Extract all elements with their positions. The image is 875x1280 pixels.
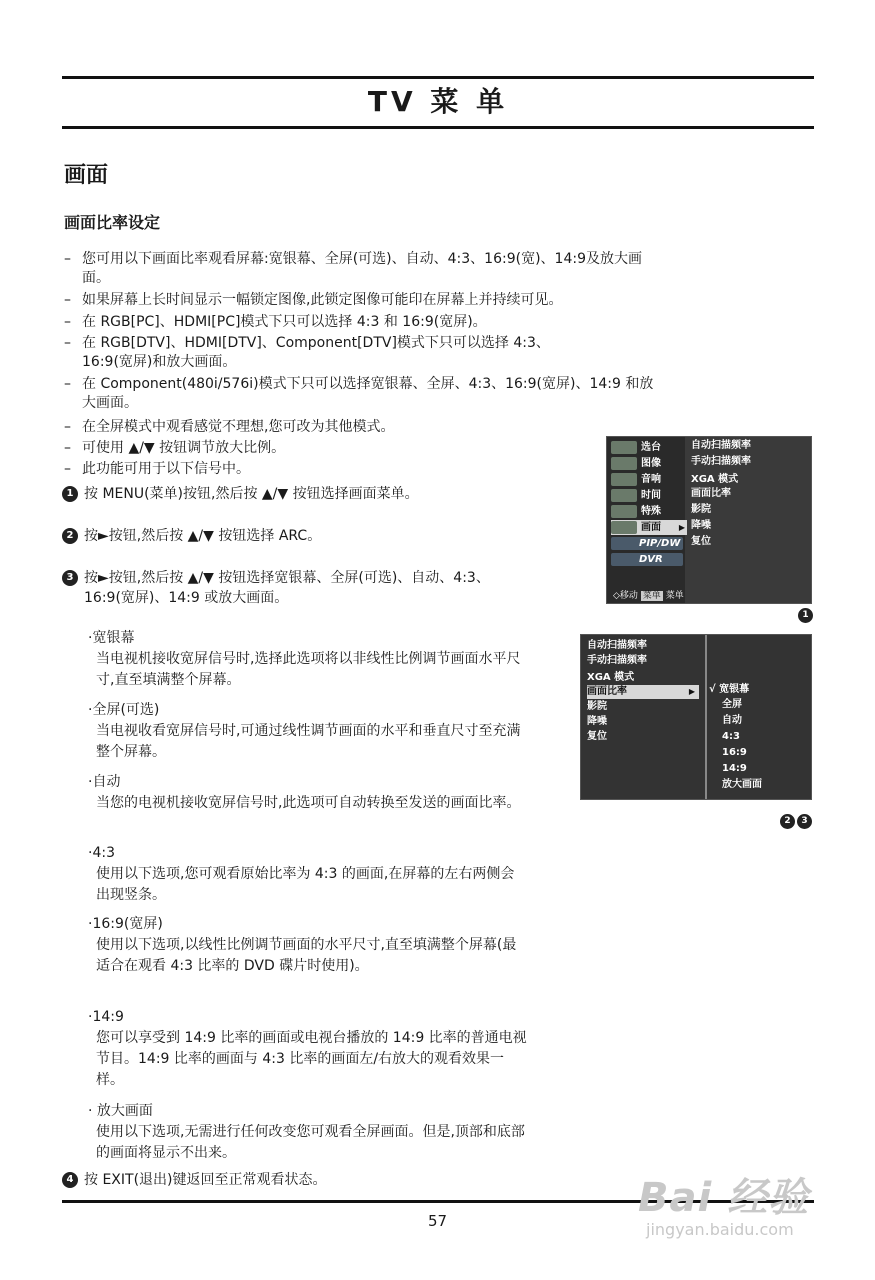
menu2-option: 放大画面 (722, 779, 762, 790)
menu1-right-item: 影院 (691, 504, 711, 515)
menu2-item-aspect-ratio: 画面比率 ▶ (587, 685, 699, 699)
tv-main-menu-screenshot (606, 436, 812, 604)
sound-icon (611, 473, 637, 486)
menu2-option: 4:3 (722, 731, 740, 742)
menu1-item-channel: 选台 (611, 440, 687, 455)
figure-badge-2: 2 (780, 814, 795, 829)
menu-key-badge: 菜单 (642, 591, 661, 601)
menu1-right-item: 降噪 (691, 520, 711, 531)
picture-icon (611, 457, 637, 470)
menu2-item: 降噪 (587, 716, 607, 727)
bullet-item: – 此功能可用于以下信号中。 (64, 461, 250, 477)
step-number-badge: 4 (62, 1172, 78, 1188)
step-4: 4 按 EXIT(退出)键返回至正常观看状态。 (62, 1170, 532, 1190)
menu2-item: 影院 (587, 701, 607, 712)
option-widescreen: ·宽银幕 当电视机接收宽屏信号时,选择此选项将以非线性比例调节画面水平尺寸,直至填满整个屏幕。 (88, 630, 521, 688)
menu1-item-picture: 图像 (611, 456, 687, 471)
clock-icon (611, 489, 637, 502)
figure-badge-1: 1 (798, 608, 813, 623)
channel-icon (611, 441, 637, 454)
arrow-right-icon: ▶ (688, 687, 695, 696)
header-top-rule (62, 76, 814, 79)
tv-aspect-menu-screenshot (580, 634, 812, 800)
bullet-item: – 在 Component(480i/576i)模式下只可以选择宽银幕、全屏、4:3、16:9(宽屏)、14:9 和放大画面。 (64, 376, 654, 411)
page-number: 57 (427, 1212, 448, 1230)
menu2-option: 全屏 (722, 699, 742, 710)
option-14-9: ·14:9 您可以享受到 14:9 比率的画面或电视台播放的 14:9 比率的普通电视节目。14:9 比率的画面与 4:3 比率的画面左/右放大的观看效果一样。 (88, 1009, 527, 1088)
menu1-right-item: 自动扫描频率 (691, 440, 751, 451)
menu1-item-time: 时间 (611, 488, 687, 503)
option-auto: ·自动 当您的电视机接收宽屏信号时,此选项可自动转换至发送的画面比率。 (88, 774, 521, 811)
step-2: 2 按►按钮,然后按 ▲/▼ 按钮选择 ARC。 (62, 526, 532, 546)
menu1-item-sound: 音响 (611, 472, 687, 487)
bullet-item: – 您可用以下画面比率观看屏幕:宽银幕、全屏(可选)、自动、4:3、16:9(宽)、14:9及放大画面。 (64, 251, 642, 286)
option-16-9: ·16:9(宽屏) 使用以下选项,以线性比例调节画面的水平尺寸,直至填满整个屏幕(最适合在观看 4:3 比率的 DVD 碟片时使用)。 (88, 916, 517, 974)
menu1-item-screen: 画面 ▶ (611, 520, 687, 535)
figure-badge-3: 3 (797, 814, 812, 829)
menu2-option: 16:9 (722, 747, 747, 758)
baidu-watermark (638, 1156, 828, 1266)
arrow-right-icon: ▶ (678, 523, 685, 532)
step-1: 1 按 MENU(菜单)按钮,然后按 ▲/▼ 按钮选择画面菜单。 (62, 484, 532, 504)
bullet-item: – 在 RGB[DTV]、HDMI[DTV]、Component[DTV]模式下只可以选择 4:3、16:9(宽屏)和放大画面。 (64, 335, 550, 370)
screen-icon (611, 521, 637, 534)
menu2-option-selected: √ 宽银幕 (709, 684, 750, 695)
step-3: 3 按►按钮,然后按 ▲/▼ 按钮选择宽银幕、全屏(可选)、自动、4:3、16:9(宽屏)、14:9 或放大画面。 (62, 568, 522, 608)
watermark-brand: Bai 经验 (638, 1175, 810, 1221)
page-header-title: TV 菜 单 (367, 85, 509, 118)
step-number-badge: 3 (62, 570, 78, 586)
option-fullscreen: ·全屏(可选) 当电视收看宽屏信号时,可通过线性调节画面的水平和垂直尺寸至充满整个屏幕。 (88, 702, 521, 760)
menu1-right-item: 复位 (691, 536, 711, 547)
menu1-item-dvr: DVR (611, 552, 687, 567)
bullet-item: – 可使用 ▲/▼ 按钮调节放大比例。 (64, 440, 286, 456)
header-bottom-rule (62, 126, 814, 129)
bullet-item: – 在全屏模式中观看感觉不理想,您可改为其他模式。 (64, 419, 395, 435)
menu2-divider (705, 635, 707, 799)
bullet-item: – 如果屏幕上长时间显示一幅锁定图像,此锁定图像可能印在屏幕上并持续可见。 (64, 292, 563, 308)
menu1-item-pip: PIP/DW (611, 536, 687, 551)
bullet-item: – 在 RGB[PC]、HDMI[PC]模式下只可以选择 4:3 和 16:9(宽屏)。 (64, 314, 487, 330)
option-zoom: · 放大画面 使用以下选项,无需进行任何改变您可观看全屏画面。但是,顶部和底部的画面将显示不出来。 (88, 1103, 525, 1161)
menu1-footer: ◇移动 菜单 菜单 (613, 591, 684, 601)
menu2-item: XGA 模式 (587, 672, 635, 683)
menu1-right-item: XGA 模式 (691, 474, 739, 485)
special-icon (611, 505, 637, 518)
menu2-item: 手动扫描频率 (587, 655, 647, 666)
watermark-url: jingyan.baidu.com (646, 1220, 794, 1239)
step-number-badge: 1 (62, 486, 78, 502)
section-title: 画面 (64, 163, 109, 188)
menu2-item: 自动扫描频率 (587, 640, 647, 651)
menu1-right-item: 画面比率 (691, 488, 731, 499)
option-4-3: ·4:3 使用以下选项,您可观看原始比率为 4:3 的画面,在屏幕的左右两侧会出现竖条。 (88, 845, 515, 903)
menu2-option: 14:9 (722, 763, 747, 774)
subsection-title: 画面比率设定 (64, 213, 161, 232)
menu2-item: 复位 (587, 731, 607, 742)
menu2-option: 自动 (722, 715, 742, 726)
step-number-badge: 2 (62, 528, 78, 544)
menu1-right-item: 手动扫描频率 (691, 456, 751, 467)
menu1-item-special: 特殊 (611, 504, 687, 519)
